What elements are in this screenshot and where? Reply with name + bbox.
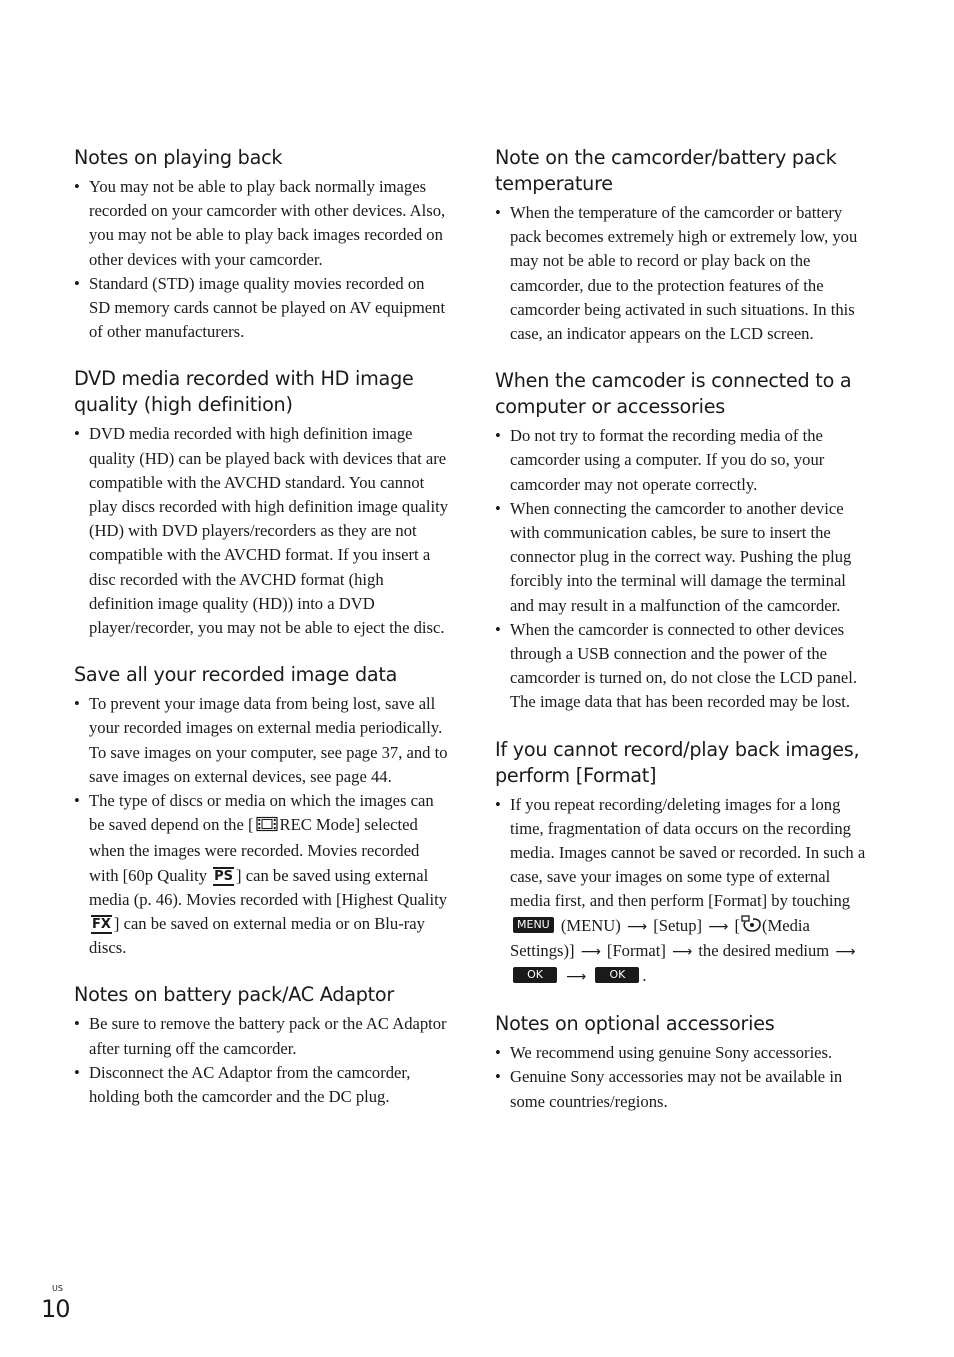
page-number: 10 [41, 1295, 70, 1323]
fx-quality-badge: FX [92, 917, 111, 933]
text-segment: REC Mode] selected when the images were recorded. Movies recorded with [60p Quality [89, 815, 420, 885]
heading-optional-accessories: Notes on optional accessories [495, 1012, 775, 1036]
text-segment: [ [734, 915, 740, 935]
menu-button-icon: MENU [513, 917, 554, 933]
ps-quality-badge: PS [214, 868, 234, 884]
left-column [74, 145, 448, 1131]
bullet-item: • When connecting the camcorder to another device with communication cables, be sure to insert the connector plug in the correct way. Pushing the plug forcibly into the terminal will damage the terminal and may result in a malfunction of the camcorder. [495, 497, 867, 618]
bullet-list [74, 1012, 448, 1109]
right-column [495, 145, 867, 1136]
bullet-item: • Genuine Sony accessories may not be available in some countries/regions. [495, 1065, 867, 1113]
heading-format: If you cannot record/play back images, perform [Format] [495, 737, 860, 787]
text-segment: (MENU) [560, 915, 621, 935]
heading-playing-back: Notes on playing back [74, 146, 283, 169]
bullet-item: • To prevent your image data from being lost, save all your recorded images on external media periodically. To save images on your computer, see page 37, and to save images on external devices, see page 44. [74, 692, 448, 789]
media-settings-icon [741, 915, 761, 939]
bullet-list [74, 692, 448, 960]
text-segment: ] can be saved using external media (p. 46). Movies recorded with [Highest Quality [89, 865, 448, 909]
bullet-item: • You may not be able to play back normally images recorded on your camcorder with other devices. Also, you may not be able to play back images recorded on other devices with your camcorder. [74, 175, 448, 272]
text-segment: If you repeat recording/deleting images for a long time, fragmentation of data occurs on the recording media. Images cannot be saved or recorded. In such a case, save your images on some type of external media first, and then perform [Format] by touching [510, 794, 866, 911]
bullet-item: • Do not try to format the recording media of the camcorder using a computer. If you do so, your camcorder may not operate correctly. [495, 424, 867, 497]
bullet-list [495, 201, 867, 346]
arrow-right-icon: ⟶ [672, 943, 693, 960]
section-temperature [495, 145, 867, 346]
text-segment: the desired medium [698, 940, 830, 960]
section-battery-ac [74, 982, 448, 1109]
ok-button-icon: OK [513, 967, 557, 983]
ok-button-icon: OK [595, 967, 639, 983]
heading-computer-connection: When the camcoder is connected to a computer or accessories [495, 369, 852, 419]
text-segment: . [642, 966, 647, 986]
bullet-item: • We recommend using genuine Sony accessories. [495, 1041, 867, 1065]
bullet-list [495, 424, 867, 714]
section-dvd-hd [74, 366, 448, 640]
text-segment: ] can be saved on external media or on Blu-ray discs. [89, 914, 425, 958]
section-playing-back [74, 145, 448, 344]
arrow-right-icon: ⟶ [835, 943, 856, 960]
heading-save-data: Save all your recorded image data [74, 663, 398, 687]
heading-dvd-hd: DVD media recorded with HD image quality (high definition) [74, 367, 414, 417]
heading-temperature: Note on the camcorder/battery pack temperature [495, 146, 837, 195]
arrow-right-icon: ⟶ [580, 943, 601, 960]
heading-battery-ac: Notes on battery pack/AC Adaptor [74, 983, 395, 1007]
bullet-item: • When the camcorder is connected to other devices through a USB connection and the power of the camcorder is turned on, do not close the LCD panel. The image data that has been recorded may be lost. [495, 618, 867, 715]
section-optional-accessories [495, 1011, 867, 1114]
bullet-item: • DVD media recorded with high definition image quality (HD) can be played back with devices that are compatible with the AVCHD standard. You cannot play discs recorded with high definition image quality (HD) with DVD players/recorders as they are not compatible with the AVCHD format. If you insert a disc recorded with the AVCHD format (high definition image quality (HD)) into a DVD player/recorder, you may not be able to eject the disc. [74, 422, 448, 640]
text-segment: (Media Settings)] [510, 915, 810, 960]
bullet-item: • Be sure to remove the battery pack or the AC Adaptor after turning off the camcorder. [74, 1012, 448, 1060]
bullet-item [74, 789, 448, 960]
bullet-list [495, 793, 867, 990]
section-computer-connection [495, 368, 867, 714]
text-segment: The type of discs or media on which the images can be saved depend on the [ [89, 791, 434, 835]
bullet-item: • Disconnect the AC Adaptor from the camcorder, holding both the camcorder and the DC plug. [74, 1061, 448, 1109]
arrow-right-icon: ⟶ [708, 918, 729, 935]
bullet-item: • When the temperature of the camcorder or battery pack becomes extremely high or extremely low, you may not be able to record or play back on the camcorder, due to the protection features of the camcorder being activated in such situations. In this case, an indicator appears on the LCD screen. [495, 201, 867, 346]
arrow-right-icon: ⟶ [626, 918, 648, 935]
region-code: US [52, 1284, 63, 1293]
bullet-list [74, 175, 448, 344]
text-segment: [Format] [606, 940, 666, 960]
bullet-item: • Standard (STD) image quality movies recorded on SD memory cards cannot be played on AV equipment of other manufacturers. [74, 272, 448, 345]
bullet-list [495, 1041, 867, 1114]
section-save-data [74, 662, 448, 960]
bullet-list [74, 422, 448, 640]
film-icon [256, 815, 278, 839]
bullet-item [495, 793, 867, 990]
text-segment: [Setup] [653, 915, 703, 935]
section-format [495, 737, 867, 990]
arrow-right-icon: ⟶ [566, 969, 587, 986]
